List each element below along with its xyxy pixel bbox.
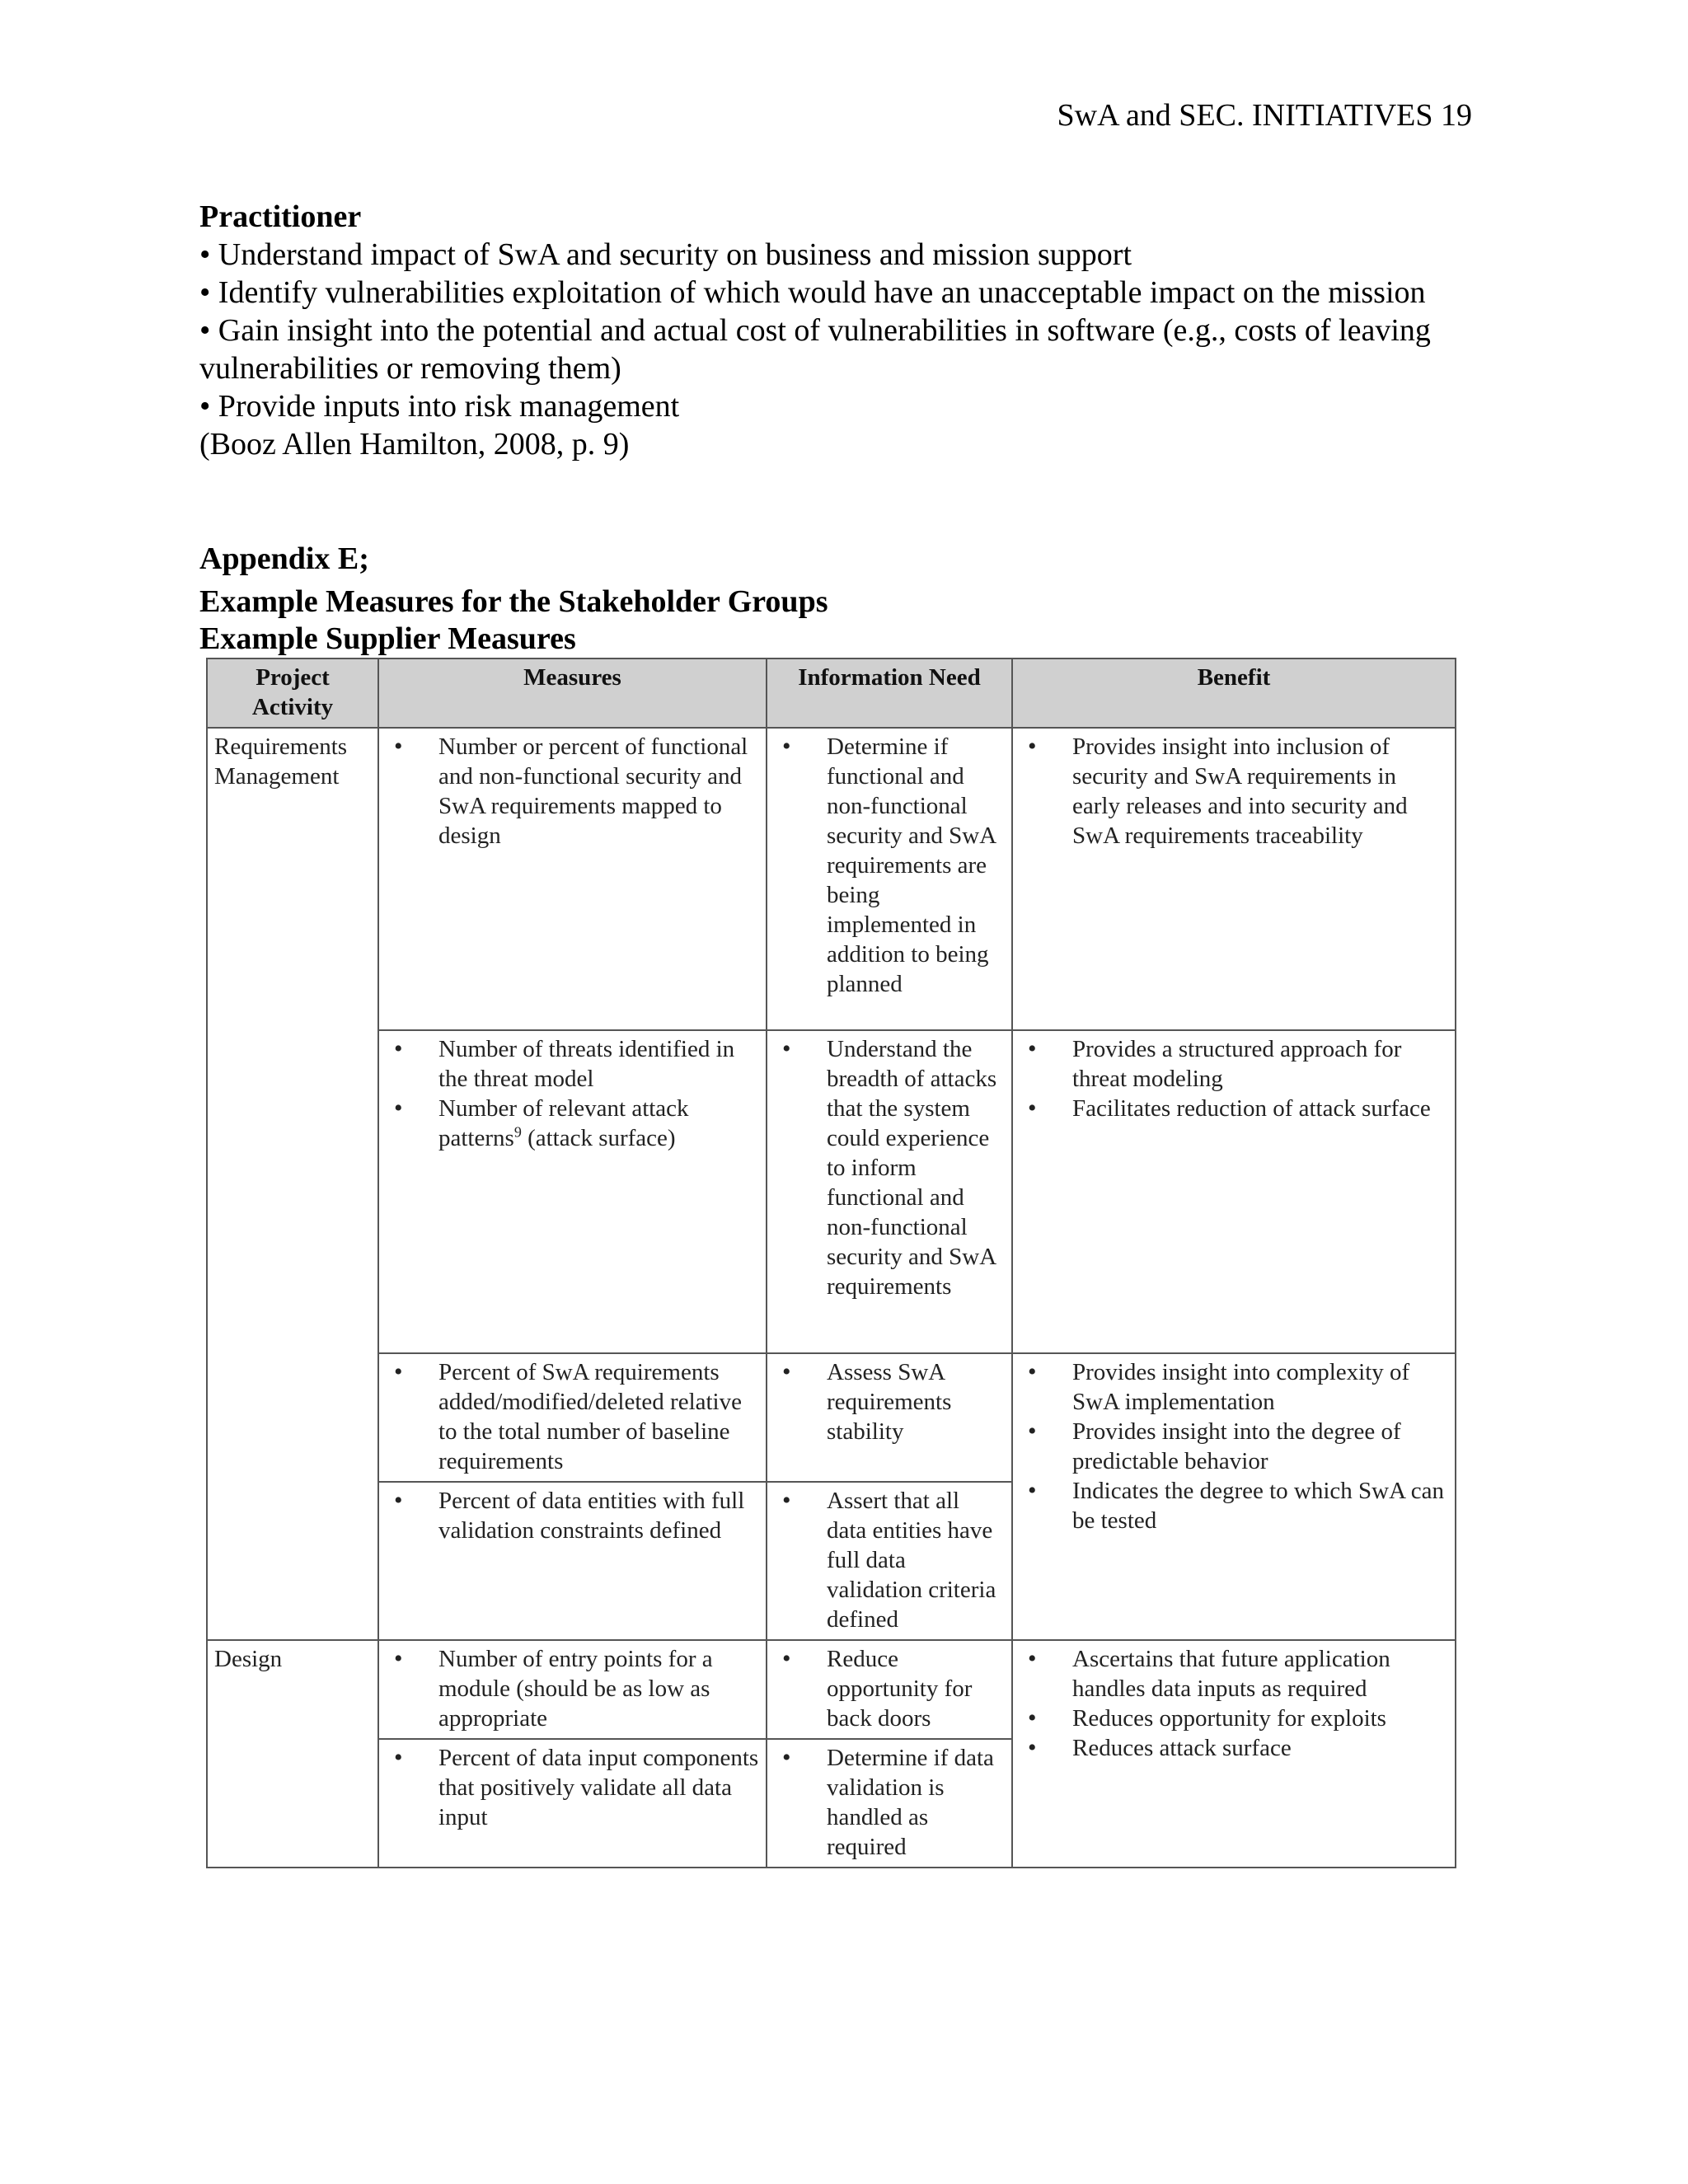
list-item: • Number of threats identified in the threat model — [386, 1034, 759, 1094]
measures-cell — [378, 1030, 767, 1353]
list-item: • Assess SwA requirements stability — [774, 1357, 1005, 1446]
list-item: • Percent of data input components that positively validate all data input — [386, 1743, 759, 1832]
table-row — [207, 1640, 1456, 1739]
table-header-row — [207, 658, 1456, 728]
practitioner-bullet: • Provide inputs into risk management — [199, 389, 680, 424]
practitioner-heading: Practitioner — [199, 199, 362, 234]
benefit-cell — [1012, 728, 1456, 1030]
list-item: • Assert that all data entities have full data validation criteria defined — [774, 1486, 1005, 1634]
list-item: • Provides insight into complexity of SwA implementation — [1020, 1357, 1448, 1417]
list-item: • Reduces attack surface — [1020, 1733, 1448, 1763]
benefit-cell — [1012, 1640, 1456, 1868]
list-item-text: (attack surface) — [528, 1125, 676, 1151]
appendix-subtitle: Example Measures for the Stakeholder Groups — [199, 584, 828, 619]
measures-cell — [378, 1640, 767, 1739]
list-item: • Percent of SwA requirements added/modified/deleted relative to the total number of baseline requirements — [386, 1357, 759, 1476]
running-head: SwA and SEC. INITIATIVES 19 — [1057, 98, 1472, 133]
activity-requirements-management: Requirements Management — [207, 728, 378, 1640]
practitioner-bullet: • Gain insight into the potential and actual cost of vulnerabilities in software (e.g., costs of leaving vulnerabilities or removing them) — [199, 313, 1431, 386]
list-item: • Determine if functional and non-functional security and SwA requirements are being implemented in addition to being planned — [774, 732, 1005, 999]
table-row — [207, 1030, 1456, 1353]
info-need-cell — [767, 1482, 1012, 1640]
list-item: • Ascertains that future application handles data inputs as required — [1020, 1644, 1448, 1704]
list-item: • Number or percent of functional and non-functional security and SwA requirements mapped to design — [386, 732, 759, 851]
list-item: • Reduce opportunity for back doors — [774, 1644, 1005, 1733]
appendix-heading-block — [199, 540, 1485, 657]
list-item: • Facilitates reduction of attack surface — [1020, 1094, 1448, 1123]
list-item: • Provides insight into inclusion of security and SwA requirements in early releases and into security and SwA requirements traceability — [1020, 732, 1448, 851]
info-need-cell — [767, 1739, 1012, 1868]
table-title: Example Supplier Measures — [199, 621, 576, 656]
measures-cell — [378, 728, 767, 1030]
header-project-activity: Project Activity — [207, 658, 378, 728]
list-item: • Provides insight into the degree of predictable behavior — [1020, 1417, 1448, 1476]
info-need-cell — [767, 728, 1012, 1030]
list-item: • Number of entry points for a module (should be as low as appropriate — [386, 1644, 759, 1733]
activity-design: Design — [207, 1640, 378, 1868]
list-item: • Indicates the degree to which SwA can be tested — [1020, 1476, 1448, 1535]
list-item: • Reduces opportunity for exploits — [1020, 1704, 1448, 1733]
table-row — [207, 1353, 1456, 1482]
supplier-measures-table — [206, 658, 1456, 1868]
appendix-title: Appendix E; — [199, 541, 369, 576]
measures-cell — [378, 1482, 767, 1640]
info-need-cell — [767, 1030, 1012, 1353]
practitioner-bullet: • Identify vulnerabilities exploitation of which would have an unacceptable impact on the mission — [199, 275, 1426, 310]
info-need-cell — [767, 1640, 1012, 1739]
practitioner-section — [199, 198, 1485, 463]
measures-cell — [378, 1353, 767, 1482]
citation: (Booz Allen Hamilton, 2008, p. 9) — [199, 427, 630, 462]
footnote-marker: 9 — [513, 1123, 522, 1141]
list-item: • Percent of data entities with full validation constraints defined — [386, 1486, 759, 1545]
header-benefit: Benefit — [1012, 658, 1456, 728]
benefit-cell — [1012, 1353, 1456, 1640]
table-row — [207, 728, 1456, 1030]
list-item: • Understand the breadth of attacks that the system could experience to inform functional and non-functional security and SwA requirements — [774, 1034, 1005, 1301]
list-item: • Provides a structured approach for threat modeling — [1020, 1034, 1448, 1094]
practitioner-bullet: • Understand impact of SwA and security on business and mission support — [199, 237, 1132, 272]
info-need-cell — [767, 1353, 1012, 1482]
benefit-cell — [1012, 1030, 1456, 1353]
header-information-need: Information Need — [767, 658, 1012, 728]
list-item-text: Number of relevant attack patterns — [438, 1095, 689, 1151]
header-measures: Measures — [378, 658, 767, 728]
list-item: • Determine if data validation is handled as required — [774, 1743, 1005, 1862]
list-item — [386, 1094, 759, 1153]
measures-cell — [378, 1739, 767, 1868]
